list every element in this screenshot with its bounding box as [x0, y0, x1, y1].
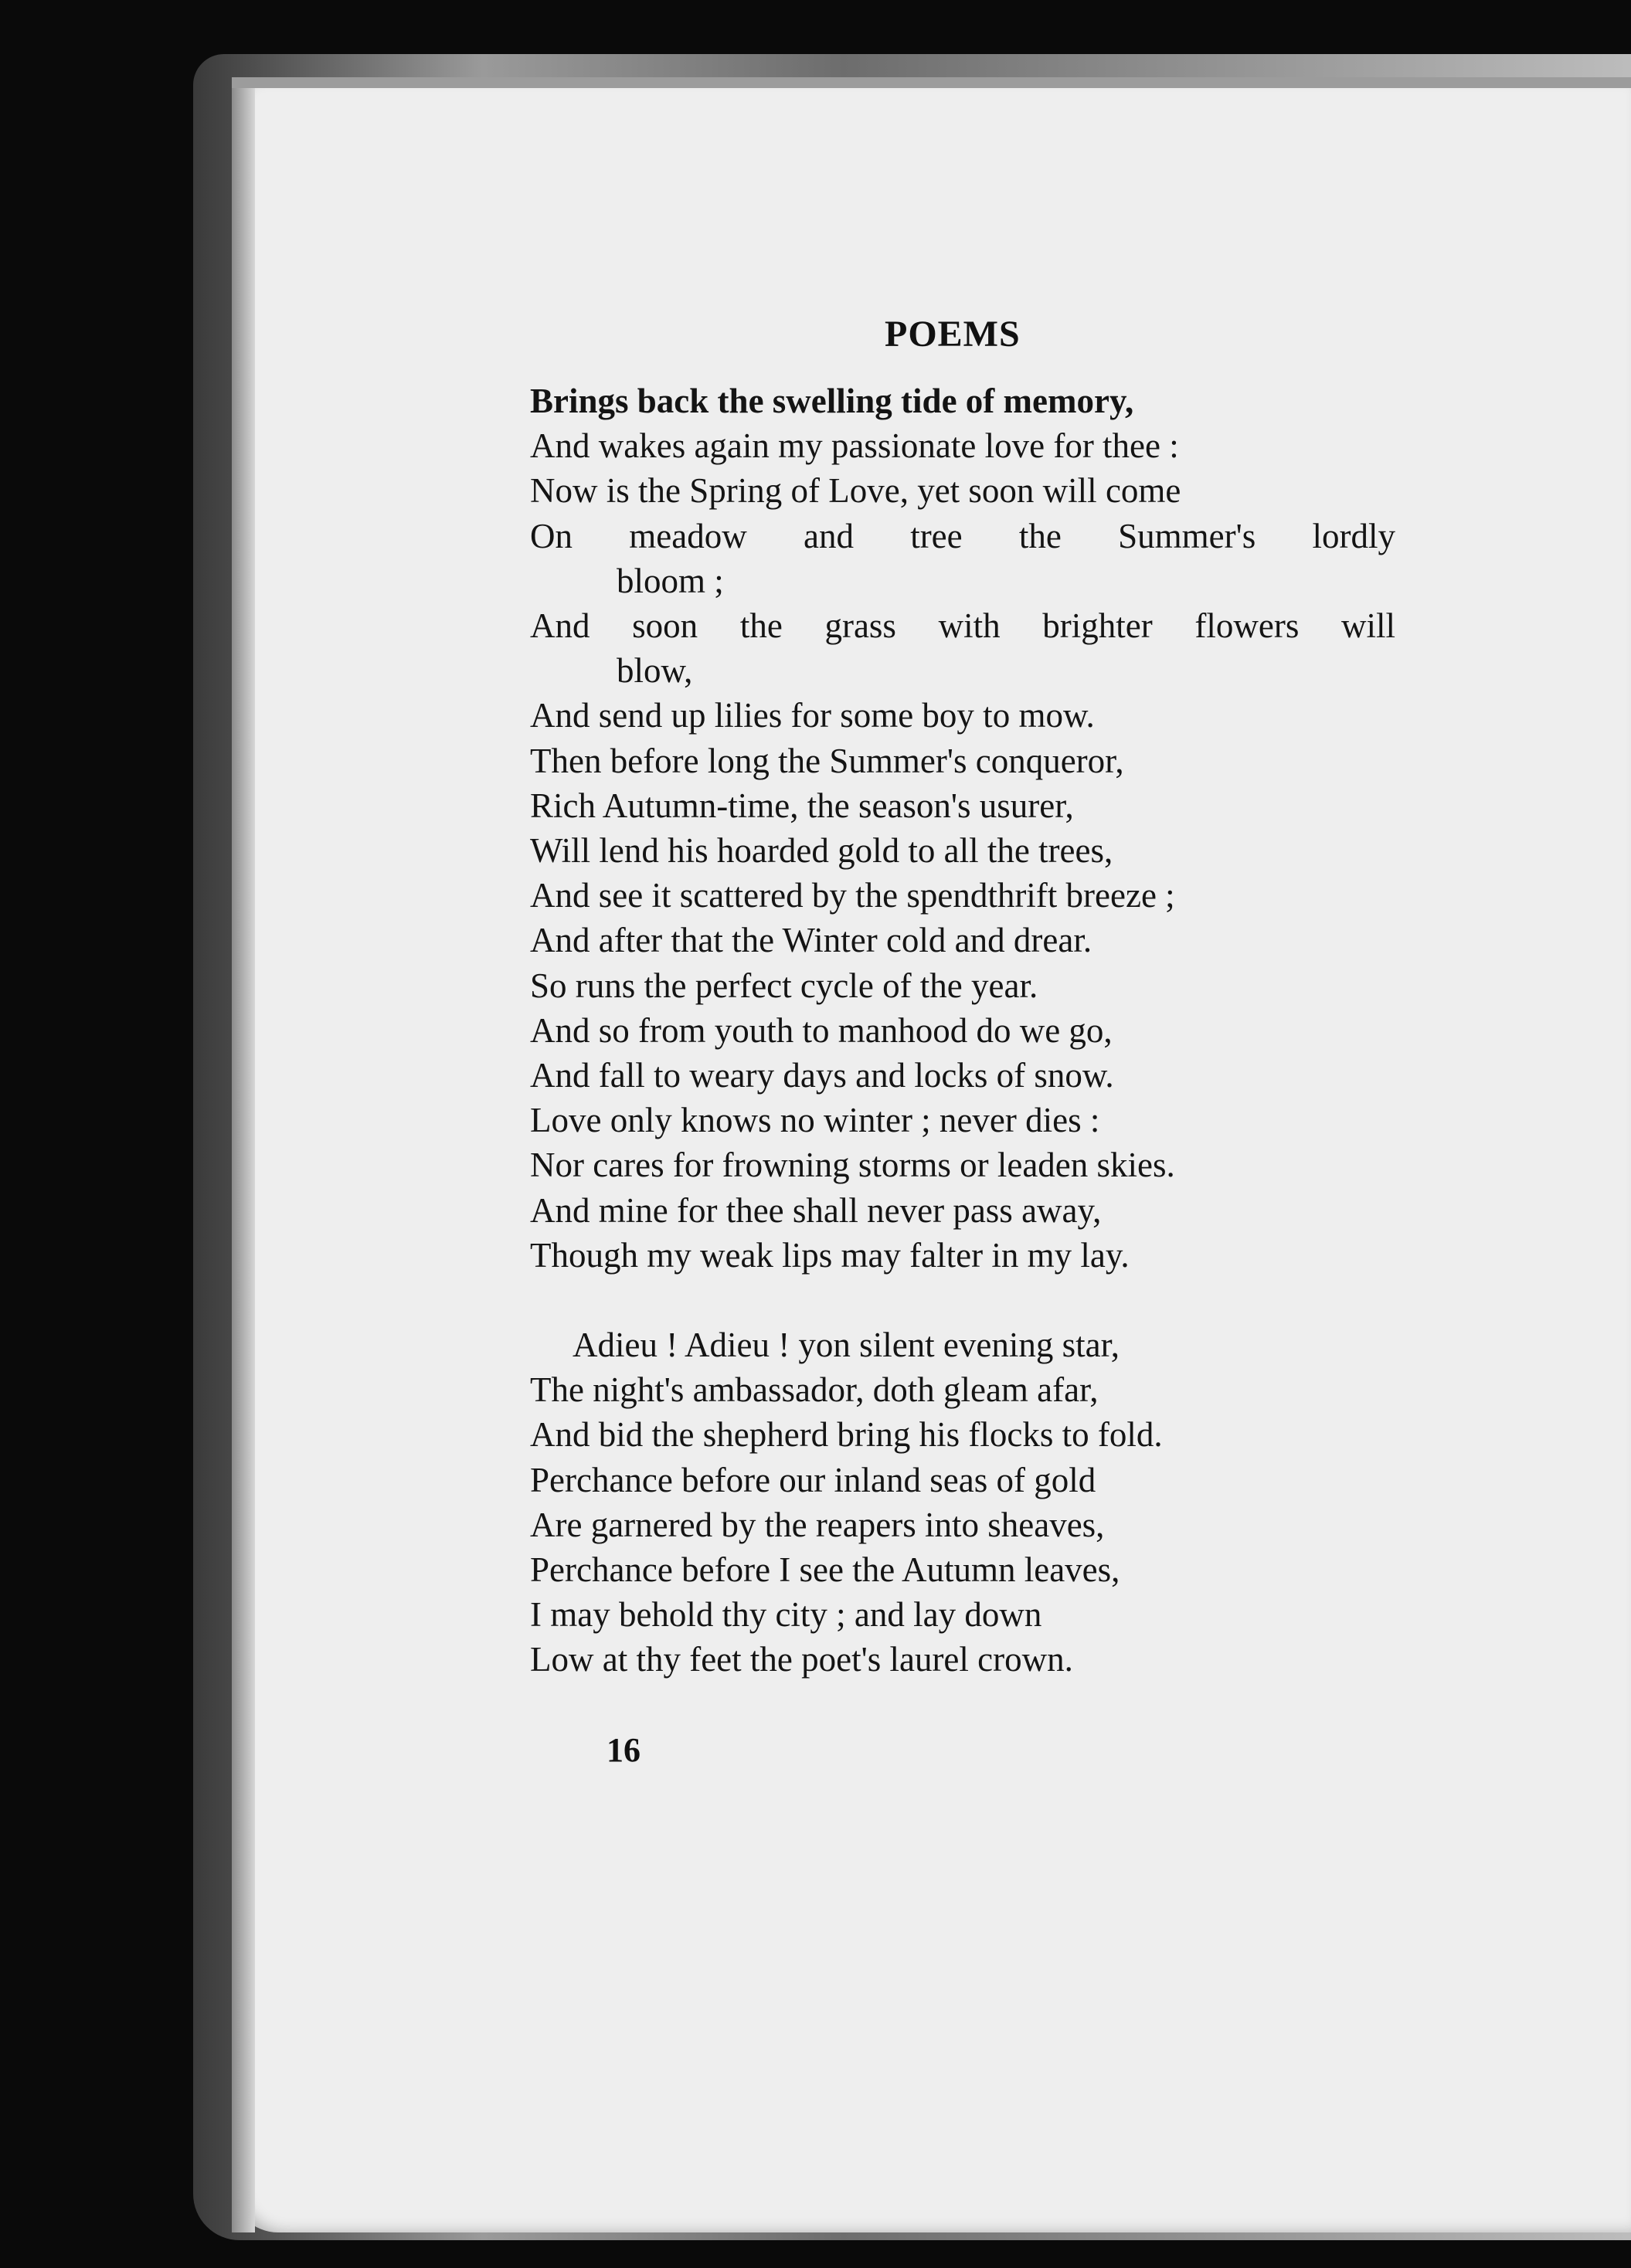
poem-line: Then before long the Summer's conqueror,	[530, 741, 1124, 780]
poem-line: And send up lilies for some boy to mow.	[530, 696, 1095, 735]
page-gutter-shadow	[232, 77, 255, 2232]
poem-line: And mine for thee shall never pass away,	[530, 1190, 1102, 1230]
poem-line: And see it scattered by the spendthrift breeze ;	[530, 876, 1175, 915]
poem-line: And wakes again my passionate love for thee :	[530, 426, 1179, 466]
poem-line: Rich Autumn-time, the season's usurer,	[530, 786, 1074, 825]
poem-body	[530, 379, 1395, 1682]
page-number: 16	[607, 1731, 641, 1769]
poem-line: Perchance before our inland seas of gold	[530, 1460, 1096, 1499]
poem-line: And bid the shepherd bring his flocks to fold.	[530, 1415, 1163, 1455]
poem-line: Low at thy feet the poet's laurel crown.	[530, 1640, 1073, 1679]
poem-line: Nor cares for frowning storms or leaden skies.	[530, 1146, 1175, 1185]
page-top-border	[232, 77, 1631, 88]
poem-line: Will lend his hoarded gold to all the trees,	[530, 831, 1113, 871]
poem-line: Now is the Spring of Love, yet soon will come	[530, 471, 1181, 511]
stanza-break	[530, 1278, 1395, 1322]
poem-line: I may behold thy city ; and lay down	[530, 1595, 1042, 1635]
poem-line: Love only knows no winter ; never dies :	[530, 1101, 1100, 1140]
poem-line: Are garnered by the reapers into sheaves,	[530, 1505, 1105, 1544]
poem-line: And fall to weary days and locks of snow.	[530, 1056, 1114, 1095]
poem-line: Perchance before I see the Autumn leaves,	[530, 1550, 1120, 1590]
running-head: POEMS	[885, 314, 1021, 355]
poem-line: The night's ambassador, doth gleam afar,	[530, 1370, 1099, 1410]
poem-line: And so from youth to manhood do we go,	[530, 1010, 1113, 1050]
poem-line: On meadow and tree the Summer's lordly	[530, 516, 1395, 555]
poem-line: Brings back the swelling tide of memory,	[530, 382, 1134, 420]
poem-line: Adieu ! Adieu ! yon silent evening star,	[573, 1326, 1120, 1365]
poem-line-continuation: blow,	[617, 651, 693, 691]
poem-line-continuation: bloom ;	[617, 561, 724, 600]
poem-line: And after that the Winter cold and drear.	[530, 921, 1092, 960]
poem-line: Though my weak lips may falter in my lay.	[530, 1235, 1130, 1275]
poem-line: So runs the perfect cycle of the year.	[530, 966, 1038, 1005]
poem-line: And soon the grass with brighter flowers will	[530, 606, 1395, 646]
